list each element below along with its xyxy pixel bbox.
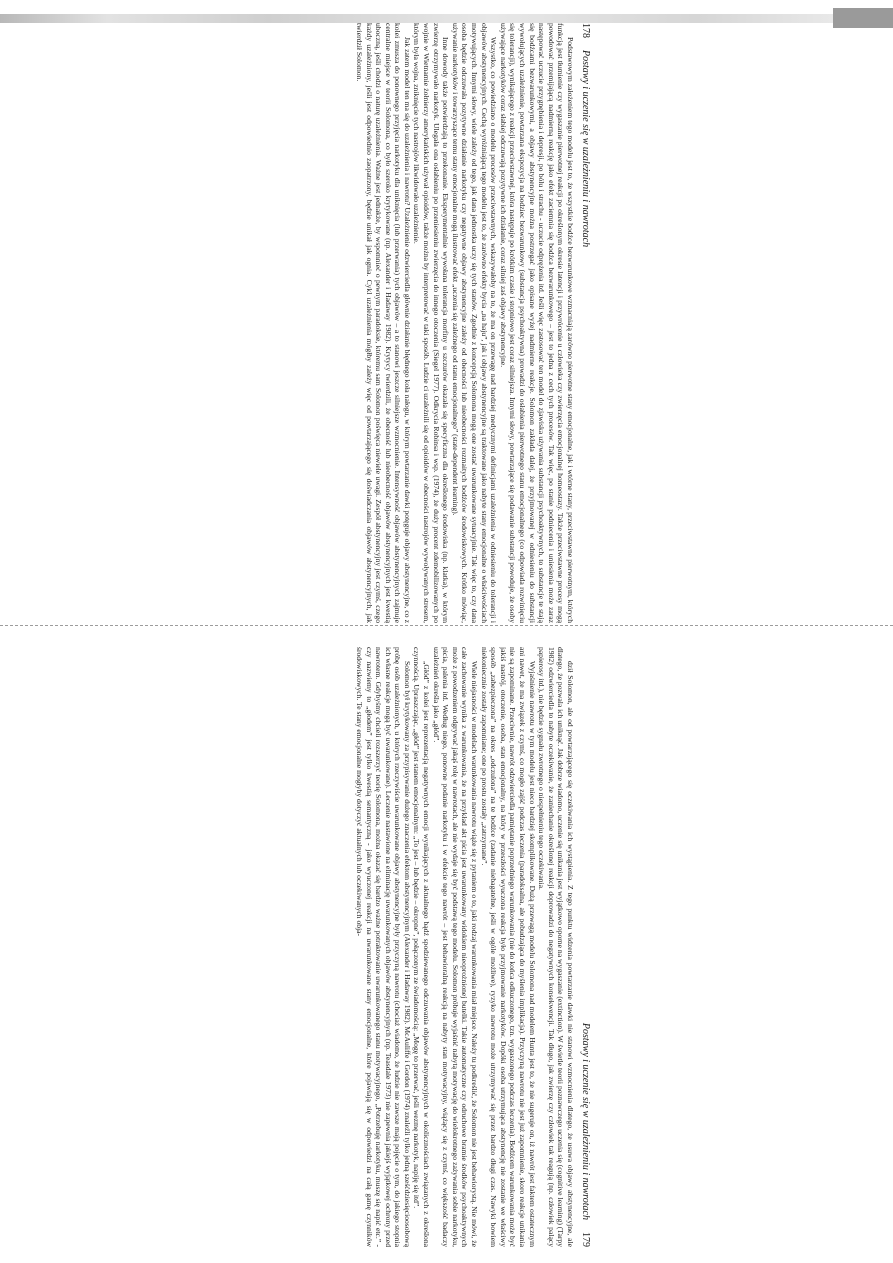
scan-corner-artifact: [833, 8, 893, 28]
page-number-top: 178: [580, 23, 591, 38]
body-text-bottom: [309, 647, 575, 1247]
page-179: [301, 647, 591, 1247]
paragraph: „Głód” z kolei jest reprezentacją negatywnych emocji wynikających z aktualnego bądź spodziewanego odczuwania objawów abstynencyjnych w okolicznościach związanych z określona czynnością. Upraszczając, „głód” jest stanem emocjonalnym: „To jest – lub będzie – okropne”, połączonym ze świadomością: „Mogę to przerwać, jeśli wezmę narkotyk, napiję się itd”.: [412, 647, 432, 1247]
paragraph: Jak zatem model ten ma się do uzależnienia i nawrotu? Uzależnienie odzwierciedla głównie działanie błędnego koła nałogu, w którym powtarzanie dawki potęguje objawy abstynencyjne, co z kolei zmusza do ponownego przyjęcia narkotyku dla uniknięcia (lub przerwania) tych objawów – a to stanowi jeszcze silniejsze wzmocnienie. Intensywność objawów abstynencyjnych zajmuje centralne miejsce w teorii Solomona, co było szeroko krytykowane (np. Alexander i Hadaway 1982). Krytycy twierdzili, że obecność lub nieobecność objawów abstynencyjnych jest kwestią uboczną, jeśli chodzi o naturę uzależnienia. Ważne jest jednakże, by wspomnieć o pewnym paradoksie, któremu sam Solomon poświęca niewiele uwagi. Zespół abstynencyjny jest czymś, czego każdy uzależniony, jeśli jest odpowiednio zaopatrzony, będzie unikał jak ognia. Cykl uzależnienia mógłby zależy więc od powtarzającego się doświadczania objawów abstynencyjnych, jak twierdził Solomon.: [354, 23, 412, 623]
paragraph: Solomon był krytykowany za przypisywanie dużego znaczenia efektom abstynencyjnym (Alexander i Hadaway 1982). McAuliffe i Gordon (1974) znaleźli tylko jedną sześćdziesięcioosobową próbę osób uzależnionych, u których rzeczywiście uwarunkowane objawy abstynencyjne były przyczyną nawrotu (chociaż wiadomo, że ludzie nie zawsze mają pojęcie o tym, do jakiego stopnia ich własne reakcje mogą być uwarunkowane). Leczenie nastawione na eliminację uwarunkowanych objawów abstynencyjnych (np. Teasdale 1973) nie zapewnia jakiejś wyjątkowej ochrony przed nawrotem. Gdybyśmy chcieli rozszerzyć teorię Solomona, można okazać się bardzo ważne potraktowanie uwarunkowanego stanu motywacyjnego, „Potrzebuję narkotyku, muszę się napić etc.” - czy nazwiemy to „głodem” jest tylko kwestią semantyczną - jako wyuczonej reakcji na uwarunkowane stany emocjonalne, które pojawiają się w odpowiedzi na całą gamę czynników środowiskowych. Te stany emocjonalne mogłyby dotyczyć aktualnych lub oczekiwanych obja-: [354, 647, 412, 1247]
running-head-title-bottom: Postawy i uczenie się w uzależnieniu i nawrotach: [580, 1022, 591, 1220]
paragraph: Podstawowym założeniem tego modelu jest to, że wszystkie bodźce bezwarunkowe wzmacniają zarówno pierwotne stany emocjonalne, jak i wtórne stany, przeciwstawne pierwotnym, których funkcją jest tłumienie czy wygaszanie pierwotnej reakcji po określonym okresie latencji i przywrócenie u człowieka czy zwierzęcia emocjonalnej homeostazy. Także przeciwstawne procesy mogą powodować przemijającą nadmierną reakcję jako efekt zaciemnia się bodźca bezwarunkowego – jest to jedna z cech tych procesów. Tak więc, po stanie podniecenia i uniesienia może zaraz następować uczucie przygnębienia i depresji, po bólu i strachu - uczucie odprężenia itd. Jeśli więc zastosować ten model do zjawiska używania substancji psychoaktywnych, to substancje te stają się bodźcami bezwarunkowymi, a objawy abstynencyjne można postrzegać jako opisane wyżej nadmierne reakcje. Solomon zakłada dalej, że przyjmowanej w odniesieniu do substancji wywołujących uzależnienie, powtarzana ekspozycja na bodziec bezwarunkowy (substancja psychoaktywna) prowadzi do osłabienia pierwotnego stanu emocjonalnego (co odpowiada rozwinięciu się tolerancji), wynikającego z reakcji przeciwstawnej, która następuje po krótkim czasie i stopniowo jest coraz silniejsza. Innymi słowy, powtarzające się podawanie substancji powoduje, że osoby używające narkotyków coraz słabiej odczuwają pozytywne ich działanie, coraz silniej zaś objawy abstynencyjne.: [498, 23, 575, 623]
running-head-top: [579, 23, 591, 623]
paragraph: Wszystko, co powiedziano o modelu procesów przeciwstawnych, wskazywałoby na to, że ma on przewagę nad bardziej medycznymi definicjami uzależnienia w odniesieniu do tolerancji i objawów abstynencyjnych. Cechą wyróżniającą tego modelu jest to, że zarówno efekty bycia „na haju”, jak i objawy abstynencyjne są traktowane jako nabyte stany emocjonalne o właściwościach motywujących. Innymi słowy, wiele zależy od tego, jak dana jednostka uczy się tych stanów. Zgodnie z koncepcją Solomona mogą one zostać uwarunkowane sytuacyjnie. Tak więc to, czy dana osoba będzie odczuwała pozytywne działanie narkotyku czy negatywne objawy abstynencyjne zależy od obecności lub nieobecności rozmaitych bodźców środowiskowych. Krótko mówiąc, używanie narkotyków i towarzyszące temu stany emocjonalne mogą ilustrować efekt „uczenia się zależnego od stanu emocjonalnego” (state-dependent learning).: [450, 23, 499, 623]
page-divider: [0, 625, 893, 626]
paragraph: Wiele niejasności w modelach warunkowania nawrotu wiąże się z pytaniem o to, jaki rodzaj warunkowania miał miejsce. Należy tu podkreślić, że Solomon nie jest behawiorystą. Nie mówi, że całe zachowanie wynika z warunkowania, że na przykład akt picia jest uwarunkowany widokiem nieoprożnionej butelki. Takie automatyczne czy odruchowe bramie środków psychoaktywnych może z powodzeniem odgrywać jakąś rolę w nawrotach, ale nie wydaje się być podstawą tego modelu. Solomon próbuje wyjaśnić nabytą motywację do wielokrotnego zażywania sobie narkotyku, picia, palenia itd. Według niego, ponowne podanie narkotyku i w efekcie tego nawrót – jest behawioralną reakcją na nabyty stan motywacyjny, wiążący się z czymś, co większość badaczy uzależnień określa jako „głód”.: [431, 647, 480, 1247]
paragraph: dził Solomon, ale od powtarzającego się oczekiwania ich wystąpienia. Z tego punktu widzenia powtarzanie dawki nie stanowi wzmocnienia dlatego, że usuwa objawy abstynencyjne, ale dlatego, że pozwala ich uniknąć. Jak dobrze wiadomo, uczenie się unikania jest wyjątkowo oporne na wygaszanie (extinction). W świetle teorii poznawczego uczenia się (cognitive learning) (Tarpy 1982) odzwierciedla to nabyte oczekiwanie, że zaniechanie określonej reakcji doprowadzi do negatywnych konsekwencji. Tak długo, jak zwierzę czy człowiek tak reagują (np. człowiek palący papierosy itd.), nie będzie sygnału zwrotnego o niespełnieniu tego oczekiwania.: [537, 647, 575, 1247]
page-number-bottom: 179: [580, 1232, 591, 1247]
running-head-title-top: Postawy i uczenie się w uzależnieniu i nawrotach: [580, 50, 591, 248]
paragraph: Inne dowody także potwierdzają to przekonanie. Eksperymentalnie wywołana tolerancja morfiny u szczurów okazała się specyficzna dla określonego środowiska (np. klatka), w którym zwierzę otrzymywało narkotyk. Ulegała ona osłabieniu po przeniesieniu zwierzęcia do innego otoczenia (Siegel 1977). Odkrycia Robinsa i wsp. (1974), że duży procent zdemobilizowanych po wojnie w Wietnamie żołnierzy amerykańskich używał opioidów, także można by interpretować w taki sposób. Ludzie ci uzależnili się od opioidów w obecności nastrojów wywoływanych stresem, którym była wojna, zniknięcie tych nastrojów likwidowało uzależnienie.: [412, 23, 451, 623]
scan-edge-artifact: [0, 14, 893, 23]
page-178: [301, 23, 591, 623]
running-head-bottom: [579, 647, 591, 1247]
paragraph: Wyjaśnienie nawrotu w tym modelu jest nieco bardziej skomplikowane. Dużą przewagą modelu Solomona nad modelem Hunta jest to, że nie sugeruje on, iż nawrót jest faktem ostatecznym ani nawet, że ma związek z czymś, co mogło zajść podczas leczenia (paradoksalna, ale pobudzająca do myślenia implikacja). Przyczyną nawrotu nie jest już zapomnienie, skoro reakcje unikania nie są zapominane. Przeciwnie, nawrót odzwierciedla pamiętanie poprzedniego warunkowania (nie do końca odkuczonego, tzn. wygaszonego podczas leczenia). Bodźcem warunkowania może być jakiś nastrój, otoczenie, osoba, stan emocjonalny, na który w przeszłości wyuczona reakcja było przyjmowanie narkotyków. Dopóki osoba utrzymująca abstynencję nie zostanie we właściwy sposób „zabezpieczona” na okres „odczulona” na te bodźce (zadanie niebagatelne, jeśli w ogóle możliwe), ryzyko nawrotu może utrzymywać się przez bardzo długi czas. Nawyki bowiem niekoniecznie zostały zapomniane; one po prostu zostały „zatrzymane”.: [479, 647, 537, 1247]
body-text-top: [309, 23, 575, 623]
